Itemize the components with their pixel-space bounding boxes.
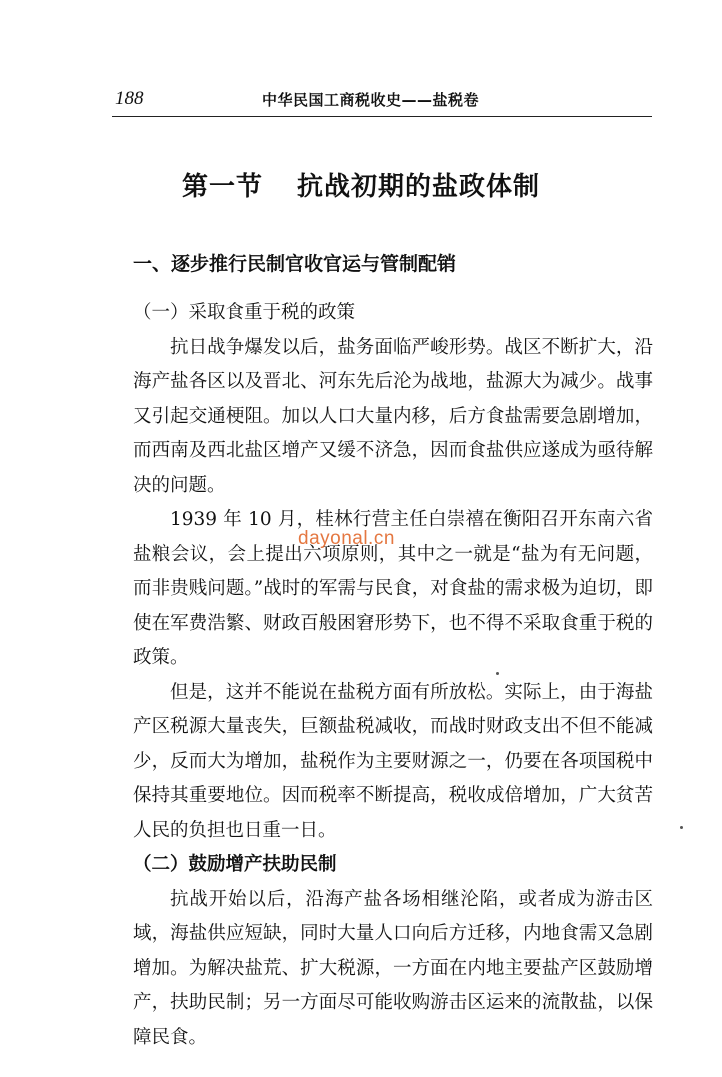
heading-level-1: 一、逐步推行民制官收官运与管制配销 bbox=[133, 253, 457, 275]
running-title: 中华民国工商税收史——盐税卷 bbox=[262, 91, 480, 109]
scan-speck bbox=[680, 826, 683, 829]
section-number: 第一节 bbox=[181, 172, 263, 202]
paragraph: 抗战开始以后，沿海产盐各场相继沦陷，或者成为游击区域，海盐供应短缺，同时大量人口向后方迁移，内地食需又急剧增加。为解决盐荒、扩大税源，一方面在内地主要盐产区鼓励增产，扶助民制；另一方面尽可能收购游击区运来的流散盐，以保障民食。 bbox=[133, 888, 653, 1048]
watermark: dayonal.cn bbox=[298, 528, 395, 549]
scan-speck bbox=[496, 672, 499, 675]
paragraph: 但是，这并不能说在盐税方面有所放松。实际上，由于海盐产区税源大量丧失，巨额盐税减收，而战时财政支出不但不能减少，反而大为增加，盐税作为主要财源之一，仍要在各项国税中保持其重要地位。因而税率不断提高，税收成倍增加，广大贫苦人民的负担也日重一日。 bbox=[133, 681, 653, 841]
paragraph: 抗日战争爆发以后，盐务面临严峻形势。战区不断扩大，沿海产盐各区以及晋北、河东先后沦为战地，盐源大为减少。战事又引起交通梗阻。加以人口大量内移，后方食盐需要急剧增加，而西南及西北盐区增产又缓不济急，因而食盐供应遂成为亟待解决的问题。 bbox=[133, 336, 653, 496]
header-rule bbox=[112, 116, 652, 117]
page-number: 188 bbox=[115, 88, 144, 109]
subsection-heading: （一）采取食重于税的政策 bbox=[133, 302, 356, 323]
subsection-heading: （二）鼓励增产扶助民制 bbox=[133, 854, 337, 875]
paragraph: 1939 年 10 月，桂林行营主任白崇禧在衡阳召开东南六省盐粮会议，会上提出六项原则，其中之一就是“盐为有无问题，而非贵贱问题。”战时的军需与民食，对食盐的需求极为迫切，即使在军费浩繁、财政百般困窘形势下，也不得不采取食重于税的政策。 bbox=[133, 509, 653, 668]
section-name: 抗战初期的盐政体制 bbox=[297, 172, 541, 202]
body-text bbox=[133, 296, 653, 1055]
page-header bbox=[112, 88, 652, 114]
section-title bbox=[0, 170, 722, 204]
